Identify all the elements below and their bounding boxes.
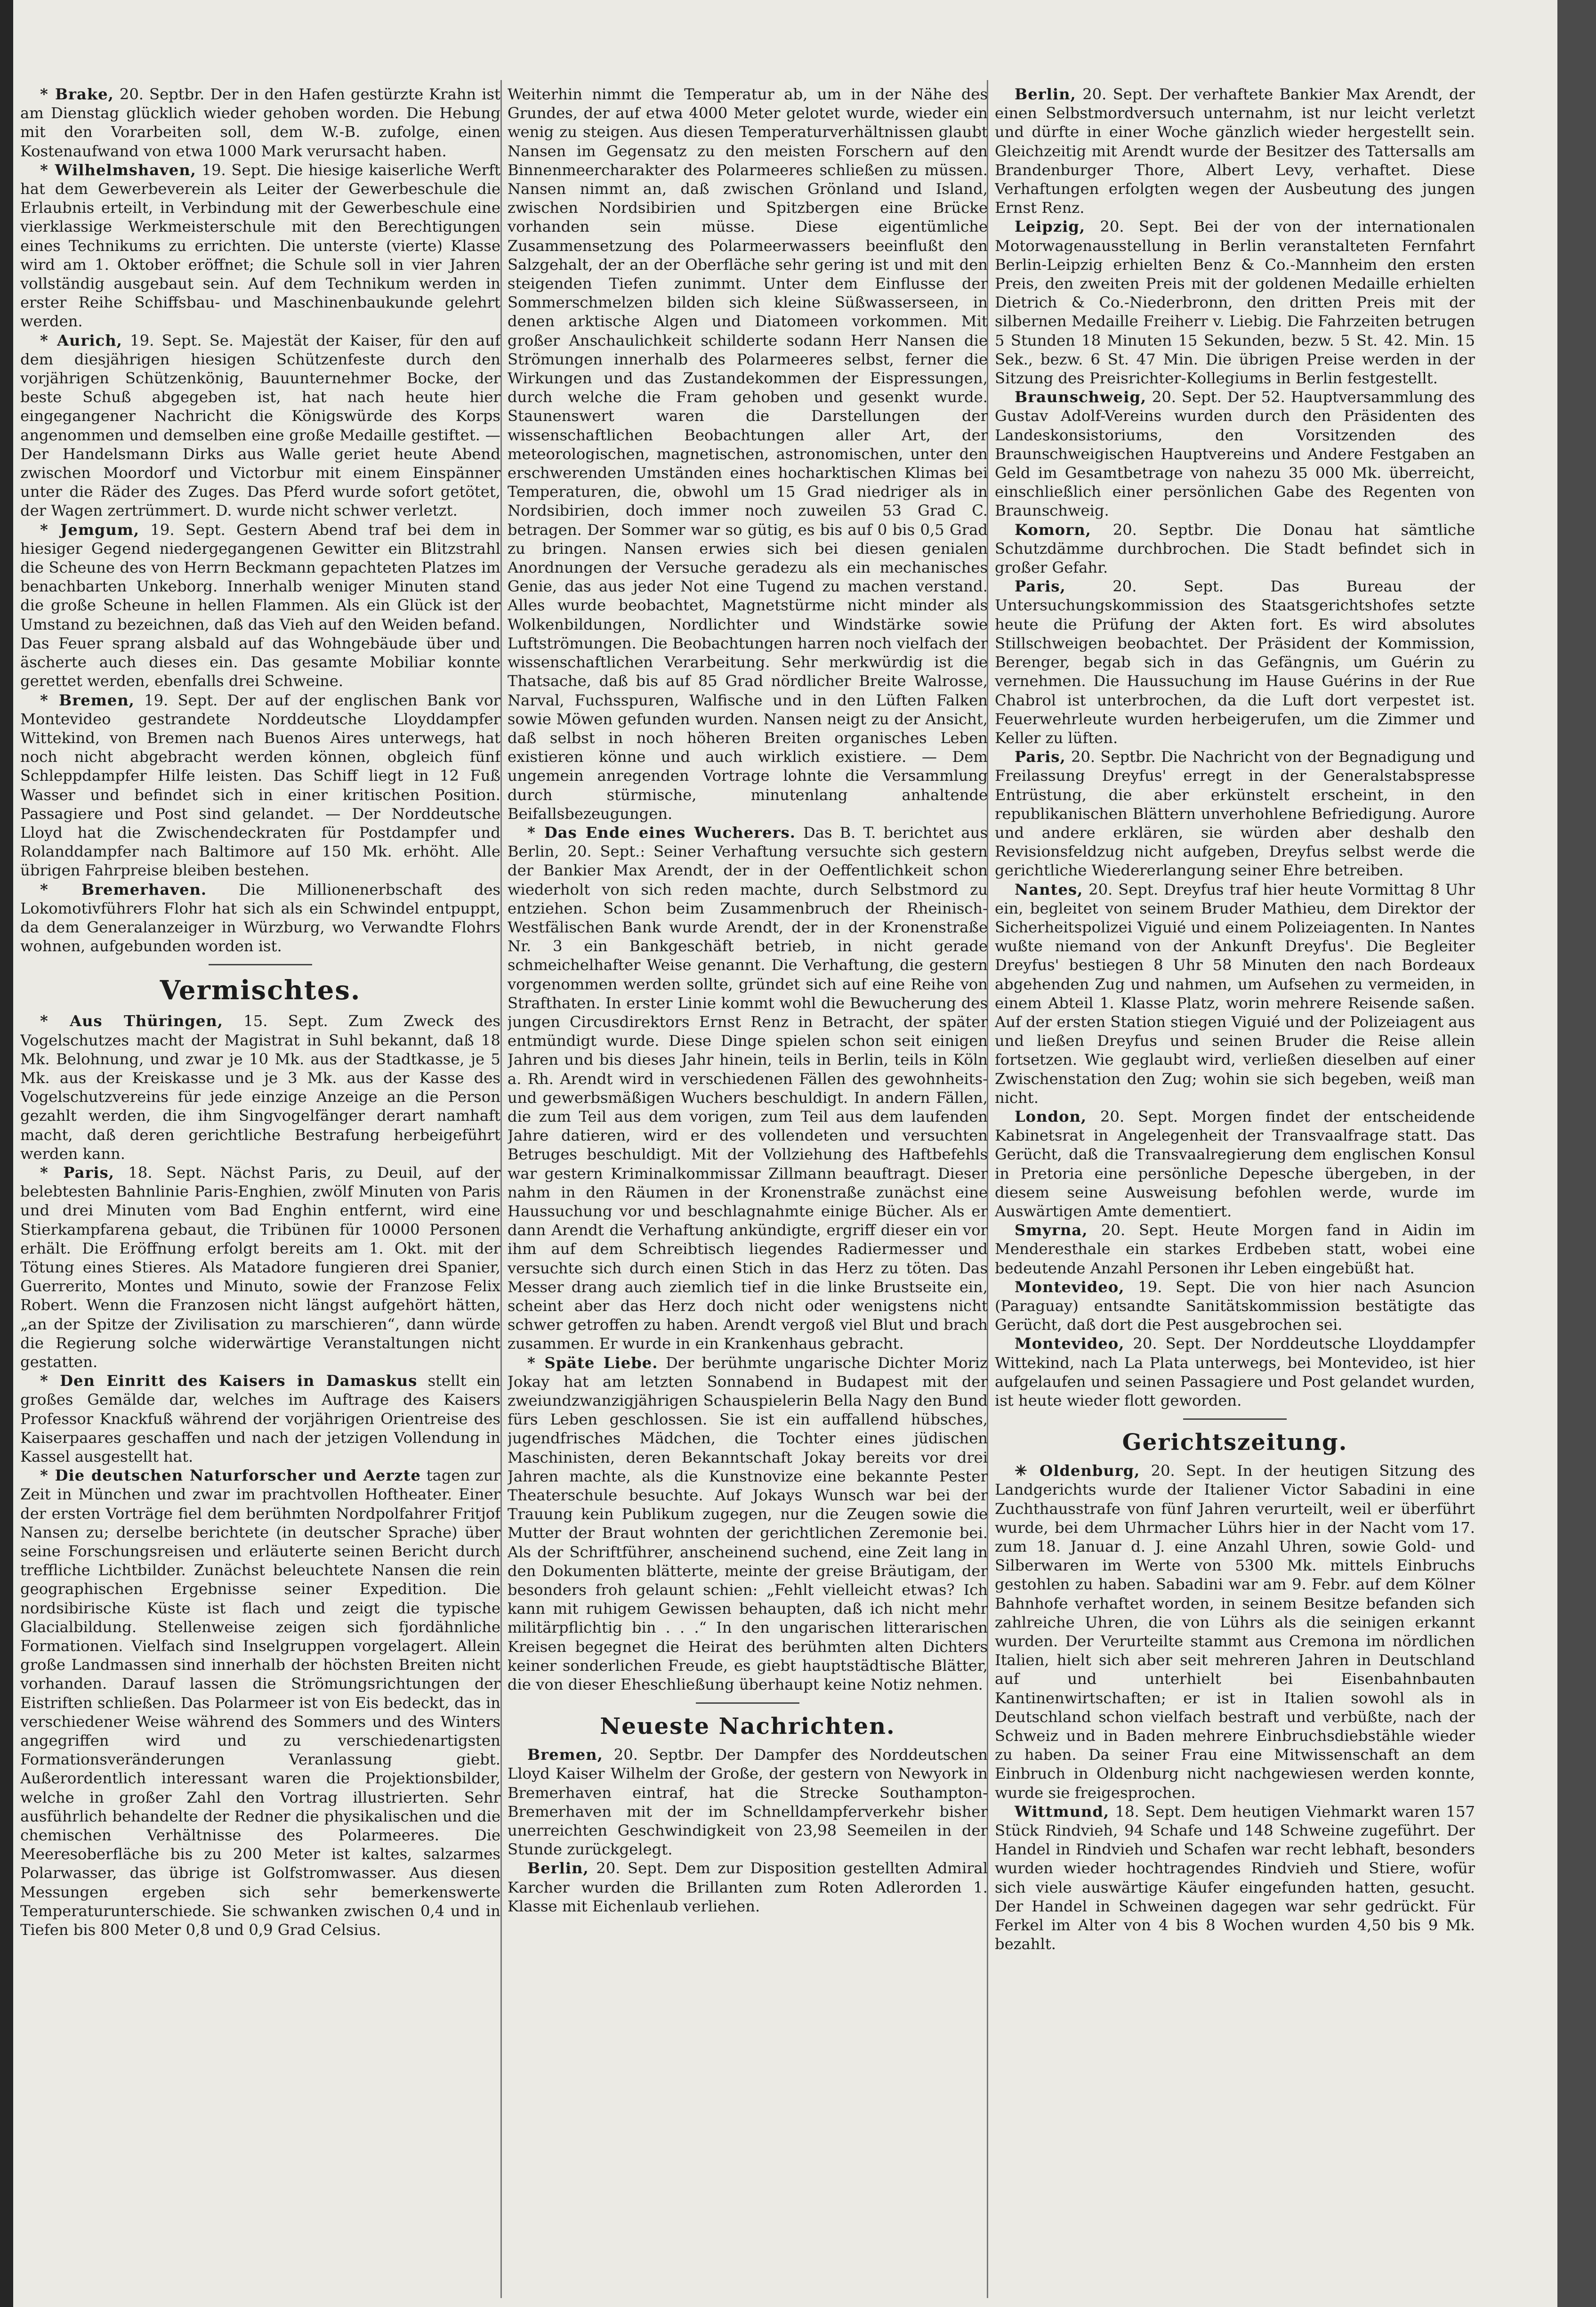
- article-dateline: * Wilhelmshaven,: [40, 161, 196, 179]
- article-text: 19. Sept. Die hiesige kaiserliche Werft hat dem Gewerbeverein als Leiter der Gewerbeschule die Erlaubnis erteilt, in Verbindung mit der Gewerbeschule eine vierklassige Werkmeisterschule mit den Berechtigungen eines Technikums zu errichten. Die unterste (vierte) Klasse wird am 1. Oktober eröffnet; die Schule soll in vier Jahren vollständig ausgebaut sein. Auf dem Technikum werden in erster Reihe Schiffsbau- und Maschinenbaukunde gelehrt werden.: [20, 161, 500, 331]
- binding-edge: [0, 0, 13, 2307]
- article-dateline: Leipzig,: [1015, 218, 1086, 236]
- article-paragraph: [995, 388, 1475, 520]
- section-divider: [1183, 1418, 1287, 1420]
- article-dateline: Berlin,: [1015, 85, 1076, 103]
- section-heading-gerichtszeitung: Gerichtszeitung.: [1122, 1429, 1348, 1456]
- article-dateline: Komorn,: [1015, 520, 1091, 539]
- scan-margin: [1557, 0, 1596, 2307]
- column-3: [995, 85, 1475, 2293]
- article-paragraph: [508, 1745, 988, 1859]
- article-text: 20. Sept. Dem zur Disposition gestellten Admiral Karcher wurden die Brillanten zum Roten Adlerorden 1. Klasse mit Eichenlaub verliehen.: [508, 1859, 988, 1915]
- article-paragraph: [20, 880, 500, 956]
- column-rule: [500, 80, 502, 2298]
- article-dateline: Berlin,: [527, 1859, 589, 1878]
- article-dateline: * Den Einritt des Kaisers in Damaskus: [40, 1372, 418, 1390]
- article-text: stellt ein großes Gemälde dar, welches im Auftrage des Kaisers Professor Knackfuß während der vorjährigen Orientreise des Kaiserpaares geschaffen und nach der jetzigen Vollendung in Kassel ausgestellt hat.: [20, 1372, 500, 1466]
- article-text: 20. Septbr. Die Nachricht von der Begnadigung und Freilassung Dreyfus' erregt in der Generalstabspresse Entrüstung, die aber erkünstelt erscheint, in den republikanischen Blättern unverhohlene Befriedigung. Aurore und andere erklären, sie würden aber deshalb den Revisionsfeldzug nicht aufgeben, Dreyfus selbst werde die gerichtliche Wiedererlangung seiner Ehre betreiben.: [995, 748, 1475, 880]
- article-dateline: Smyrna,: [1015, 1221, 1088, 1239]
- article-dateline: Bremen,: [527, 1746, 603, 1764]
- article-text: 19. Sept. Se. Majestät der Kaiser, für den auf dem diesjährigen hiesigen Schützenfeste durch den vorjährigen Schützenkönig, Bauunternehmer Bocke, der beste Schuß abgegeben ist, hat nach heute hier eingegangener Nachricht die Königswürde des Korps angenommen und demselben eine große Medaille gestiftet. — Der Handelsmann Dirks aus Walle geriet heute Abend zwischen Moordorf und Victorbur mit einem Einspänner unter die Räder des Zuges. Das Pferd wurde sofort getötet, der Wagen zertrümmert. D. wurde nicht schwer verletzt.: [20, 331, 500, 520]
- article-text: 20. Sept. Das Bureau der Untersuchungskommission des Staatsgerichtshofes setzte heute die Prüfung der Akten fort. Es wird absolutes Stillschweigen beobachtet. Der Präsident der Kommission, Berenger, begab sich in das Gefängnis, um Guérin zu vernehmen. Die Haussuchung im Hause Guérins in der Rue Chabrol ist unterbrochen, da die Luft dort verpestet ist. Feuerwehrleute wurden herbeigerufen, um die Zimmer und Keller zu lüften.: [995, 577, 1475, 747]
- article-paragraph: [995, 1107, 1475, 1221]
- article-text: 20. Septbr. Der Dampfer des Norddeutschen Lloyd Kaiser Wilhelm der Große, der gestern von Newyork in Bremerhaven eintraf, hat die Strecke Southampton-Bremerhaven mit der im Schnelldampferverkehr bisher unerreichten Geschwindigkeit von 23,98 Seemeilen in der Stunde zurückgelegt.: [508, 1746, 988, 1859]
- article-text: 20. Sept. Bei der von der internationalen Motorwagenausstellung in Berlin veranstalteten Fernfahrt Berlin-Leipzig erhielten Benz & Co.-Mannheim den ersten Preis, den zweiten Preis mit der goldenen Medaille erhielten Dietrich & Co.-Niederbronn, den dritten Preis mit der silbernen Medaille Freiherr v. Liebig. Die Fahrzeiten betrugen 5 Stunden 18 Minuten 15 Sekunden, bezw. 5 St. 42. Min. 15 Sek., bezw. 6 St. 47 Min. Die übrigen Preise werden in der Sitzung des Preisrichter-Kollegiums in Berlin festgestellt.: [995, 218, 1475, 388]
- article-paragraph: [20, 85, 500, 161]
- article-dateline: ✳ Oldenburg,: [1015, 1462, 1140, 1480]
- column-3-articles: [995, 85, 1475, 1410]
- article-dateline: Nantes,: [1015, 880, 1083, 899]
- article-dateline: Montevideo,: [1015, 1278, 1125, 1296]
- article-paragraph: [995, 747, 1475, 880]
- article-text: 20. Sept. Heute Morgen fand in Aidin im Menderesthale ein starkes Erdbeben statt, wobei eine bedeutende Anzahl Personen ihr Leben eingebüßt hat.: [995, 1221, 1475, 1277]
- article-dateline: * Paris,: [40, 1163, 114, 1182]
- article-dateline: * Das Ende eines Wucherers.: [527, 823, 796, 842]
- article-paragraph: [995, 1461, 1475, 1802]
- section-divider: [209, 964, 312, 965]
- article-text: Das B. T. berichtet aus Berlin, 20. Sept.: Seiner Verhaftung versuchte sich gestern der Bankier Max Arendt, der in der Oeffentlichkeit schon wiederholt von sich reden machte, durch Selbstmord zu entziehen. Schon beim Zusammenbruch der Rheinisch-Westfälischen Bank wurde Arendt, der in der Kronenstraße Nr. 3 ein Bankgeschäft betrieb, in nicht gerade schmeichelhafter Weise genannt. Die Verhaftung, die gestern vorgenommen werden sollte, gründet sich auf eine Reihe von Strafthaten. In erster Linie kommt wohl die Bewucherung des jungen Circusdirektors Ernst Renz in Betracht, der später entmündigt wurde. Diese Dinge spielen schon seit einigen Jahren und bis dieses Jahr hinein, teils in Berlin, teils in Köln a. Rh. Arendt wird in verschiedenen Fällen des gewohnheits- und gewerbsmäßigen Wuchers beschuldigt. In andern Fällen, die zum Teil aus dem vorigen, zum Teil aus dem laufenden Jahre datieren, wird er des vollendeten und versuchten Betruges beschuldigt. Mit der Vollziehung des Haftbefehls war gestern Kriminalkommissar Zillmann beauftragt. Dieser nahm in den Räumen in der Kronenstraße zunächst eine Haussuchung vor und beschlagnahmte einige Bücher. Als er dann Arendt die Verhaftung ankündigte, ergriff dieser ein vor ihm auf dem Schreibtisch liegendes Radiermesser und versuchte sich durch einen Stich in das Herz zu töten. Das Messer drang auch ziemlich tief in die linke Brustseite ein, scheint aber das Herz doch nicht oder wenigstens nicht schwer getroffen zu haben. Arendt vergoß viel Blut und brach zusammen. Er wurde in ein Krankenhaus gebracht.: [508, 823, 988, 1353]
- article-text: 20. Septbr. Die Donau hat sämtliche Schutzdämme durchbrochen. Die Stadt befindet sich in großer Gefahr.: [995, 520, 1475, 577]
- article-dateline: * Aus Thüringen,: [40, 1012, 223, 1030]
- article-dateline: Paris,: [1015, 748, 1066, 766]
- column-2-articles: [508, 85, 988, 1694]
- article-text: 20. Sept. Der verhaftete Bankier Max Arendt, der einen Selbstmordversuch unternahm, ist nur leicht verletzt und dürfte in einer Woche gänzlich wieder hergestellt sein. Gleichzeitig mit Arendt wurde der Besitzer des Tattersalls am Brandenburger Thore, Albert Levy, verhaftet. Diese Verhaftungen erfolgten wegen der Ausbeutung des jungen Ernst Renz.: [995, 85, 1475, 217]
- article-dateline: Wittmund,: [1015, 1802, 1110, 1821]
- article-text: 15. Sept. Zum Zweck des Vogelschutzes macht der Magistrat in Suhl bekannt, daß 18 Mk. Belohnung, und zwar je 10 Mk. aus der Stadtkasse, je 5 Mk. aus der Kreiskasse und je 3 Mk. aus der Kasse des Vogelschutzvereins für jede einzige Anzeige an die Person gezahlt werden, die ihm Singvogelfänger derart namhaft macht, daß deren gerichtliche Bestrafung herbeigeführt werden kann.: [20, 1012, 500, 1163]
- article-text: 19. Sept. Die von hier nach Asuncion (Paraguay) entsandte Sanitätskommission bestätigte das Gerücht, daß dort die Pest ausgebrochen sei.: [995, 1278, 1475, 1334]
- article-paragraph: [995, 577, 1475, 747]
- column-1-articles: [20, 85, 500, 955]
- article-text: 20. Sept. Dreyfus traf hier heute Vormittag 8 Uhr ein, begleitet von seinem Bruder Mathieu, dem Direktor der Sicherheitspolizei Viguié und einem Polizeiagenten. In Nantes wußte niemand von der Ankunft Dreyfus'. Die Begleiter Dreyfus' bestiegen 8 Uhr 58 Minuten den nach Bordeaux abgehenden Zug und nahmen, um Aufsehen zu vermeiden, in einem Abteil 1. Klasse Platz, worin mehrere Reisende saßen. Auf der ersten Station stiegen Viguié und der Polizeiagent aus und ließen Dreyfus und seinen Bruder die Reise allein fortsetzen. Wie geglaubt wird, verließen dieselben auf einer Zwischenstation den Zug; wohin sie sich begeben, weiß man nicht.: [995, 880, 1475, 1107]
- section-heading-vermischtes: Vermischtes.: [160, 975, 361, 1006]
- article-dateline: * Bremerhaven.: [40, 880, 207, 899]
- article-dateline: * Jemgum,: [40, 520, 140, 539]
- article-paragraph: [995, 1278, 1475, 1335]
- article-paragraph: [20, 1371, 500, 1466]
- article-paragraph: [508, 1859, 988, 1916]
- article-paragraph: [20, 331, 500, 520]
- column-2: [508, 85, 988, 2293]
- article-paragraph: [995, 1802, 1475, 1954]
- article-dateline: Montevideo,: [1015, 1335, 1125, 1353]
- article-paragraph: [20, 520, 500, 691]
- article-dateline: * Aurich,: [40, 331, 122, 349]
- article-text: Weiterhin nimmt die Temperatur ab, um in der Nähe des Grundes, der auf etwa 4000 Meter gelotet wurde, wieder ein wenig zu steigen. Aus diesen Temperaturverhältnissen glaubt Nansen im Gegensatz zu den meisten Forschern auf den Binnenmeercharakter des Polarmeeres schließen zu müssen. Nansen nimmt an, daß zwischen Grönland und Island, zwischen Nordsibirien und Spitzbergen eine Brücke vorhanden sein müsse. Diese eigentümliche Zusammensetzung des Polarmeerwassers beeinflußt den Salzgehalt, der an der Oberfläche sehr gering ist und mit den steigenden Tiefen zunimmt. Unter dem Einflusse der Sommerschmelzen bilden sich kleine Süßwasserseen, in denen arktische Algen und Diatomeen vorkommen. Mit großer Anschaulichkeit schilderte sodann Herr Nansen die Strömungen innerhalb des Polarmeeres selbst, ferner die Wirkungen und das Zustandekommen der Eispressungen, durch welche die Fram gehoben und gesenkt wurde. Staunenswert waren die Darstellungen der wissenschaftlichen Beobachtungen aller Art, der meteorologischen, magnetischen, astronomischen, unter den erschwerenden Umständen eines hocharktischen Klimas bei Temperaturen, die, obwohl um 15 Grad niedriger als in Nordsibirien, doch immer noch zuweilen 53 Grad C. betragen. Der Sommer war so gütig, es bis auf 0 bis 0,5 Grad zu bringen. Nansen erwies sich bei diesen genialen Anordnungen der Versuche geradezu als ein mechanisches Genie, das aus jeder Not eine Tugend zu machen verstand. Alles wurde beobachtet, Magnetstürme nicht minder als Wolkenbildungen, Nordlichter und Windstärke sowie Luftströmungen. Die Beobachtungen harren noch vielfach der wissenschaftlichen Verarbeitung. Sehr merkwürdig ist die Thatsache, daß bis auf 85 Grad nördlicher Breite Walrosse, Narval, Fuchsspuren, Walfische und in den Lüften Falken sowie Möwen gefunden wurden. Nansen neigt zu der Ansicht, daß selbst in noch höheren Breiten organisches Leben existieren könne und auch wirklich existiere. — Dem ungemein anregenden Vortrage lohnte die Versammlung durch stürmische, minutenlang anhaltende Beifallsbezeugungen.: [508, 85, 988, 823]
- article-paragraph: [995, 85, 1475, 217]
- column-3-court-articles: [995, 1461, 1475, 1953]
- article-text: 19. Sept. Der auf der englischen Bank vor Montevideo gestrandete Norddeutsche Lloyddampfer Wittekind, von Bremen nach Buenos Aires unterwegs, hat noch nicht abgebracht werden können, obgleich fünf Schleppdampfer Hilfe leisten. Das Schiff liegt in 12 Fuß Wasser und befindet sich in einer kritischen Position. Passagiere und Post sind gelandet. — Der Norddeutsche Lloyd hat die Zwischendeckraten für Postdampfer und Rolanddampfer nach Baltimore auf 150 Mk. erhöht. Alle übrigen Fahrpreise bleiben bestehen.: [20, 691, 500, 880]
- article-text: 18. Sept. Dem heutigen Viehmarkt waren 157 Stück Rindvieh, 94 Schafe und 148 Schweine zugeführt. Der Handel in Rindvieh und Schafen war recht lebhaft, besonders wurden wieder hochtragendes Rindvieh und Stiere, wofür sich viele auswärtige Käufer eingefunden hatten, gesucht. Der Handel in Schweinen dagegen war sehr gedrückt. Für Ferkel im Alter von 4 bis 8 Wochen wurden 4,50 bis 9 Mk. bezahlt.: [995, 1802, 1475, 1953]
- article-dateline: London,: [1015, 1107, 1087, 1125]
- article-paragraph: [995, 1334, 1475, 1410]
- article-dateline: * Die deutschen Naturforscher und Aerzte: [40, 1466, 421, 1485]
- article-text: 20. Sept. Der Norddeutsche Lloyddampfer Wittekind, nach La Plata unterwegs, bei Montevideo, ist hier aufgelaufen und seinen Passagiere und Post gelandet wurden, ist heute wieder flott geworden.: [995, 1335, 1475, 1410]
- article-dateline: Braunschweig,: [1015, 388, 1147, 406]
- article-text: 18. Sept. Nächst Paris, zu Deuil, auf der belebtesten Bahnlinie Paris-Enghien, zwölf Minuten von Paris und drei Minuten vom Bad Enghin entfernt, wird eine Stierkampfarena gebaut, die Tribünen für 10000 Personen erhält. Die Eröffnung erfolgt bereits am 1. Okt. mit der Tötung eines Stieres. Als Matadore fungieren drei Spanier, Guerrerito, Montes und Minuto, sowie der Franzose Felix Robert. Wenn die Franzosen nicht längst aufgehört hätten, „an der Spitze der Zivilisation zu marschieren“, dann würde die Regierung solche widerwärtige Veranstaltungen nicht gestatten.: [20, 1163, 500, 1371]
- article-paragraph: [20, 1163, 500, 1371]
- article-paragraph: [20, 1466, 500, 1939]
- article-text: 20. Sept. Morgen findet der entscheidende Kabinetsrat in Angelegenheit der Transvaalfrage statt. Das Gerücht, daß die Transvaalregierung dem englischen Konsul in Pretoria eine persönliche Depesche übergeben, in der diesem seine Ausweisung befohlen werde, wurde im Auswärtigen Amte dementiert.: [995, 1107, 1475, 1220]
- article-paragraph: [508, 1353, 988, 1694]
- article-paragraph: [995, 1221, 1475, 1278]
- article-text: Der berühmte ungarische Dichter Moriz Jokay hat am letzten Sonnabend in Budapest mit der zweiundzwanzigjährigen Schauspielerin Bella Nagy den Bund fürs Leben geschlossen. Sie ist ein auffallend hübsches, jugendfrisches Mädchen, die Tochter eines jüdischen Maschinisten, deren Bekanntschaft Jokay bereits vor drei Jahren machte, als die Kunstnovize eine bekannte Pester Theaterschule besuchte. Auf Jokays Wunsch war bei der Trauung kein Publikum zugegen, nur die Zeugen sowie die Mutter der Braut wohnten der gerichtlichen Zeremonie bei. Als der Schriftführer, anscheinend suchend, eine Zeit lang in den Dokumenten blätterte, meinte der greise Bräutigam, der besonders froh gelaunt schien: „Fehlt vielleicht etwas? Ich kann mit ruhigem Gewissen behaupten, daß ich nicht mehr militärpflichtig bin . . .“ In den ungarischen litterarischen Kreisen begegnet die Heirat des berühmten alten Dichters keiner sonderlichen Freude, es giebt hauptstädtische Blätter, die von dieser Eheschließung überhaupt keine Notiz nehmen.: [508, 1353, 988, 1694]
- article-text: 20. Sept. Der 52. Hauptversammlung des Gustav Adolf-Vereins wurden durch den Präsidenten des Landeskonsistoriums, den Vorsitzenden des Braunschweigischen Hauptvereins und Andere Festgaben an Geld im Gesamtbetrage von nahezu 35 000 Mk. überreicht, einschließlich einer persönlichen Gabe des Regenten von Braunschweig.: [995, 388, 1475, 520]
- section-heading-neueste-nachrichten: Neueste Nachrichten.: [600, 1713, 895, 1740]
- article-text: 20. Sept. In der heutigen Sitzung des Landgerichts wurde der Italiener Victor Sabadini in eine Zuchthausstrafe von fünf Jahren verurteilt, weil er überführt wurde, bei dem Uhrmacher Lührs hier in der Nacht vom 17. zum 18. Januar d. J. eine Anzahl Uhren, sowie Gold- und Silberwaren im Werte von 5300 Mk. mittels Einbruchs gestohlen zu haben. Sabadini war am 9. Febr. auf dem Kölner Bahnhofe verhaftet worden, in seinem Besitze befanden sich zahlreiche Uhren, die von Lührs als die seinigen erkannt wurden. Der Verurteilte stammt aus Cremona im nördlichen Italien, hielt sich aber seit mehreren Jahren in Deutschland auf und unterhielt bei Eisenbahnbauten Kantinenwirtschaften; er ist in Italien sowohl als in Deutschland schon vielfach bestraft und verbüßte, nach der Schweiz und in Baden mehrere Einbruchsdiebstähle wieder zu haben. Da seiner Frau eine Mitwissenschaft an dem Einbruch in Oldenburg nicht nachgewiesen werden konnte, wurde sie freigesprochen.: [995, 1462, 1475, 1802]
- article-paragraph: [995, 880, 1475, 1107]
- column-2-news-articles: [508, 1745, 988, 1916]
- article-text: 19. Sept. Gestern Abend traf bei dem in hiesiger Gegend niedergegangenen Gewitter ein Blitzstrahl die Scheune des von Herrn Beckmann gepachteten Platzes im benachbarten Unkeborg. Innerhalb weniger Minuten stand die große Scheune in hellen Flammen. Als ein Glück ist der Umstand zu bezeichnen, daß das Vieh auf den Weiden befand. Das Feuer sprang alsbald auf das Wohngebäude über und äscherte auch dieses ein. Das gesamte Mobiliar konnte gerettet werden, ebenfalls drei Schweine.: [20, 520, 500, 690]
- article-text: 20. Septbr. Der in den Hafen gestürzte Krahn ist am Dienstag glücklich wieder gehoben worden. Die Hebung mit den Vorarbeiten soll, dem W.-B. zufolge, einen Kostenaufwand von etwa 1000 Mark verursacht haben.: [20, 85, 500, 160]
- article-text: tagen zur Zeit in München und zwar im prachtvollen Hoftheater. Einer der ersten Vorträge fiel dem berühmten Nordpolfahrer Fritjof Nansen zu; derselbe berichtete (in deutscher Sprache) über seine Forschungsreisen und erläuterte seinen Bericht durch treffliche Lichtbilder. Zunächst beleuchtete Nansen die rein geographischen Ergebnisse seiner Expedition. Die nordsibirische Küste ist flach und zeigt die typische Glacialbildung. Stellenweise zeigen sich fjordähnliche Formationen. Vielfach sind Inselgruppen vorgelagert. Allein große Landmassen sind innerhalb der höchsten Breiten nicht vorhanden. Darauf lassen die Strömungsrichtungen der Eistriften schließen. Das Polarmeer ist von Eis bedeckt, das in verschiedener Weise während des Sommers und des Winters angegriffen wird und zu verschiedenartigsten Formationsveränderungen Veranlassung giebt. Außerordentlich interessant waren die Projektionsbilder, welche in großer Zahl den Vortrag illustrierten. Sehr ausführlich behandelte der Redner die physikalischen und die chemischen Verhältnisse des Polarmeeres. Die Meeresoberfläche bis zu 200 Meter ist kaltes, salzarmes Polarwasser, das übrige ist Golfstromwasser. Aus diesen Messungen ergeben sich sehr bemerkenswerte Temperaturunterschiede. Sie schwanken zwischen 0,4 und in Tiefen bis 800 Meter 0,8 und 0,9 Grad Celsius.: [20, 1466, 500, 1939]
- article-paragraph: [995, 520, 1475, 577]
- section-divider: [696, 1702, 799, 1704]
- article-paragraph: [508, 823, 988, 1353]
- article-paragraph: [508, 85, 988, 823]
- column-1: [20, 85, 500, 2293]
- article-text: Die Millionenerbschaft des Lokomotivführers Flohr hat sich als ein Schwindel entpuppt, da dem Generalanzeiger in Würzburg, wo Verwandte Flohrs wohnen, aufgebunden worden ist.: [20, 880, 500, 955]
- article-paragraph: [995, 217, 1475, 388]
- article-paragraph: [20, 1012, 500, 1163]
- newspaper-page: [13, 0, 1557, 2307]
- article-paragraph: [20, 691, 500, 880]
- article-dateline: * Bremen,: [40, 691, 135, 709]
- article-dateline: * Späte Liebe.: [527, 1353, 658, 1372]
- column-1-vermischtes-articles: [20, 1012, 500, 1939]
- article-dateline: Paris,: [1015, 577, 1066, 596]
- article-paragraph: [20, 161, 500, 331]
- article-dateline: * Brake,: [40, 85, 114, 103]
